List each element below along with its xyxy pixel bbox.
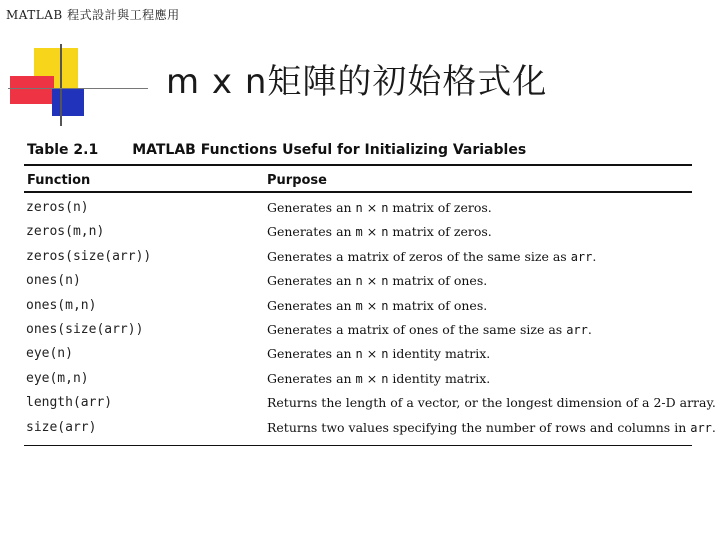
function-purpose <box>267 395 716 410</box>
function-name: ones(n) <box>26 273 81 289</box>
purpose-segment: m <box>355 225 363 240</box>
purpose-segment: matrix of zeros. <box>388 200 492 215</box>
purpose-segment: n <box>381 225 389 240</box>
table-header-rule <box>24 191 692 193</box>
function-name: length(arr) <box>26 395 113 411</box>
purpose-segment: n <box>355 274 363 289</box>
function-name: zeros(m,n) <box>26 224 105 240</box>
function-name: eye(n) <box>26 346 73 362</box>
purpose-segment: Returns the length of a vector, or the longest dimension of a 2-D array. <box>267 395 716 411</box>
purpose-segment: Generates a matrix of zeros of the same size as <box>267 248 571 264</box>
purpose-segment: × <box>362 297 382 313</box>
purpose-segment: Generates an <box>267 370 356 386</box>
table-row <box>24 318 692 342</box>
table-row <box>24 196 692 220</box>
table-row <box>24 342 692 366</box>
purpose-segment: arr <box>566 323 588 337</box>
purpose-segment: × <box>362 346 382 362</box>
table-row <box>24 391 716 415</box>
purpose-segment: Generates an <box>267 346 356 362</box>
function-purpose <box>267 371 490 386</box>
purpose-segment: n <box>381 201 389 215</box>
purpose-segment: arr <box>570 249 593 264</box>
purpose-segment: n <box>355 201 363 215</box>
slide-title: m x n矩陣的初始格式化 <box>166 62 548 102</box>
function-purpose <box>267 249 596 264</box>
purpose-segment: identity matrix. <box>388 346 491 362</box>
table-caption <box>27 142 526 158</box>
table-row <box>24 269 692 293</box>
table-row <box>24 367 692 391</box>
function-name: eye(m,n) <box>26 370 89 386</box>
purpose-segment: Generates an <box>267 200 356 215</box>
decor-red-square <box>10 76 54 104</box>
function-name: ones(size(arr)) <box>26 322 144 337</box>
column-header-purpose: Purpose <box>267 173 327 188</box>
purpose-segment: × <box>362 370 382 386</box>
purpose-segment: m <box>355 298 363 313</box>
column-header-function: Function <box>27 173 91 188</box>
purpose-segment: n <box>381 274 389 289</box>
purpose-segment: × <box>362 224 382 240</box>
purpose-segment: . <box>587 322 592 337</box>
purpose-segment: matrix of ones. <box>388 273 488 289</box>
purpose-segment: Generates an <box>267 297 356 313</box>
purpose-segment: Returns two values specifying the number of rows and columns in <box>267 419 691 435</box>
function-purpose <box>267 322 592 337</box>
purpose-segment: m <box>355 371 363 386</box>
table-top-rule <box>24 164 692 166</box>
decor-horizontal-line <box>8 88 148 89</box>
function-purpose <box>267 420 716 435</box>
purpose-segment: identity matrix. <box>388 370 491 386</box>
purpose-segment: matrix of zeros. <box>388 224 492 240</box>
function-name: zeros(n) <box>26 200 89 215</box>
purpose-segment: Generates an <box>267 224 356 240</box>
purpose-segment: n <box>355 347 363 362</box>
purpose-segment: n <box>381 371 389 386</box>
function-purpose <box>267 298 487 313</box>
purpose-segment: . <box>592 248 597 264</box>
purpose-segment: . <box>711 419 716 435</box>
table-row <box>24 294 692 318</box>
table-number: Table 2.1 <box>27 142 99 158</box>
purpose-segment: Generates an <box>267 273 356 289</box>
purpose-segment: × <box>362 273 382 289</box>
decor-vertical-line <box>60 44 62 126</box>
function-name: ones(m,n) <box>26 297 97 313</box>
decor-blue-square <box>52 88 84 116</box>
function-name: zeros(size(arr)) <box>26 248 152 264</box>
table-bottom-rule <box>24 445 692 446</box>
function-purpose <box>267 273 487 288</box>
table-row <box>24 416 716 440</box>
table-row <box>24 245 692 269</box>
course-header: MATLAB 程式設計與工程應用 <box>6 8 180 22</box>
function-purpose <box>267 224 492 239</box>
purpose-segment: matrix of ones. <box>388 297 488 313</box>
purpose-segment: n <box>381 347 389 362</box>
purpose-segment: × <box>362 200 382 215</box>
purpose-segment: arr <box>690 420 712 435</box>
function-purpose <box>267 346 490 361</box>
table-row <box>24 220 692 244</box>
function-purpose <box>267 200 492 215</box>
purpose-segment: Generates a matrix of ones of the same size as <box>267 322 567 337</box>
function-name: size(arr) <box>26 419 97 435</box>
table-description: MATLAB Functions Useful for Initializing Variables <box>132 142 527 158</box>
purpose-segment: n <box>381 298 389 313</box>
